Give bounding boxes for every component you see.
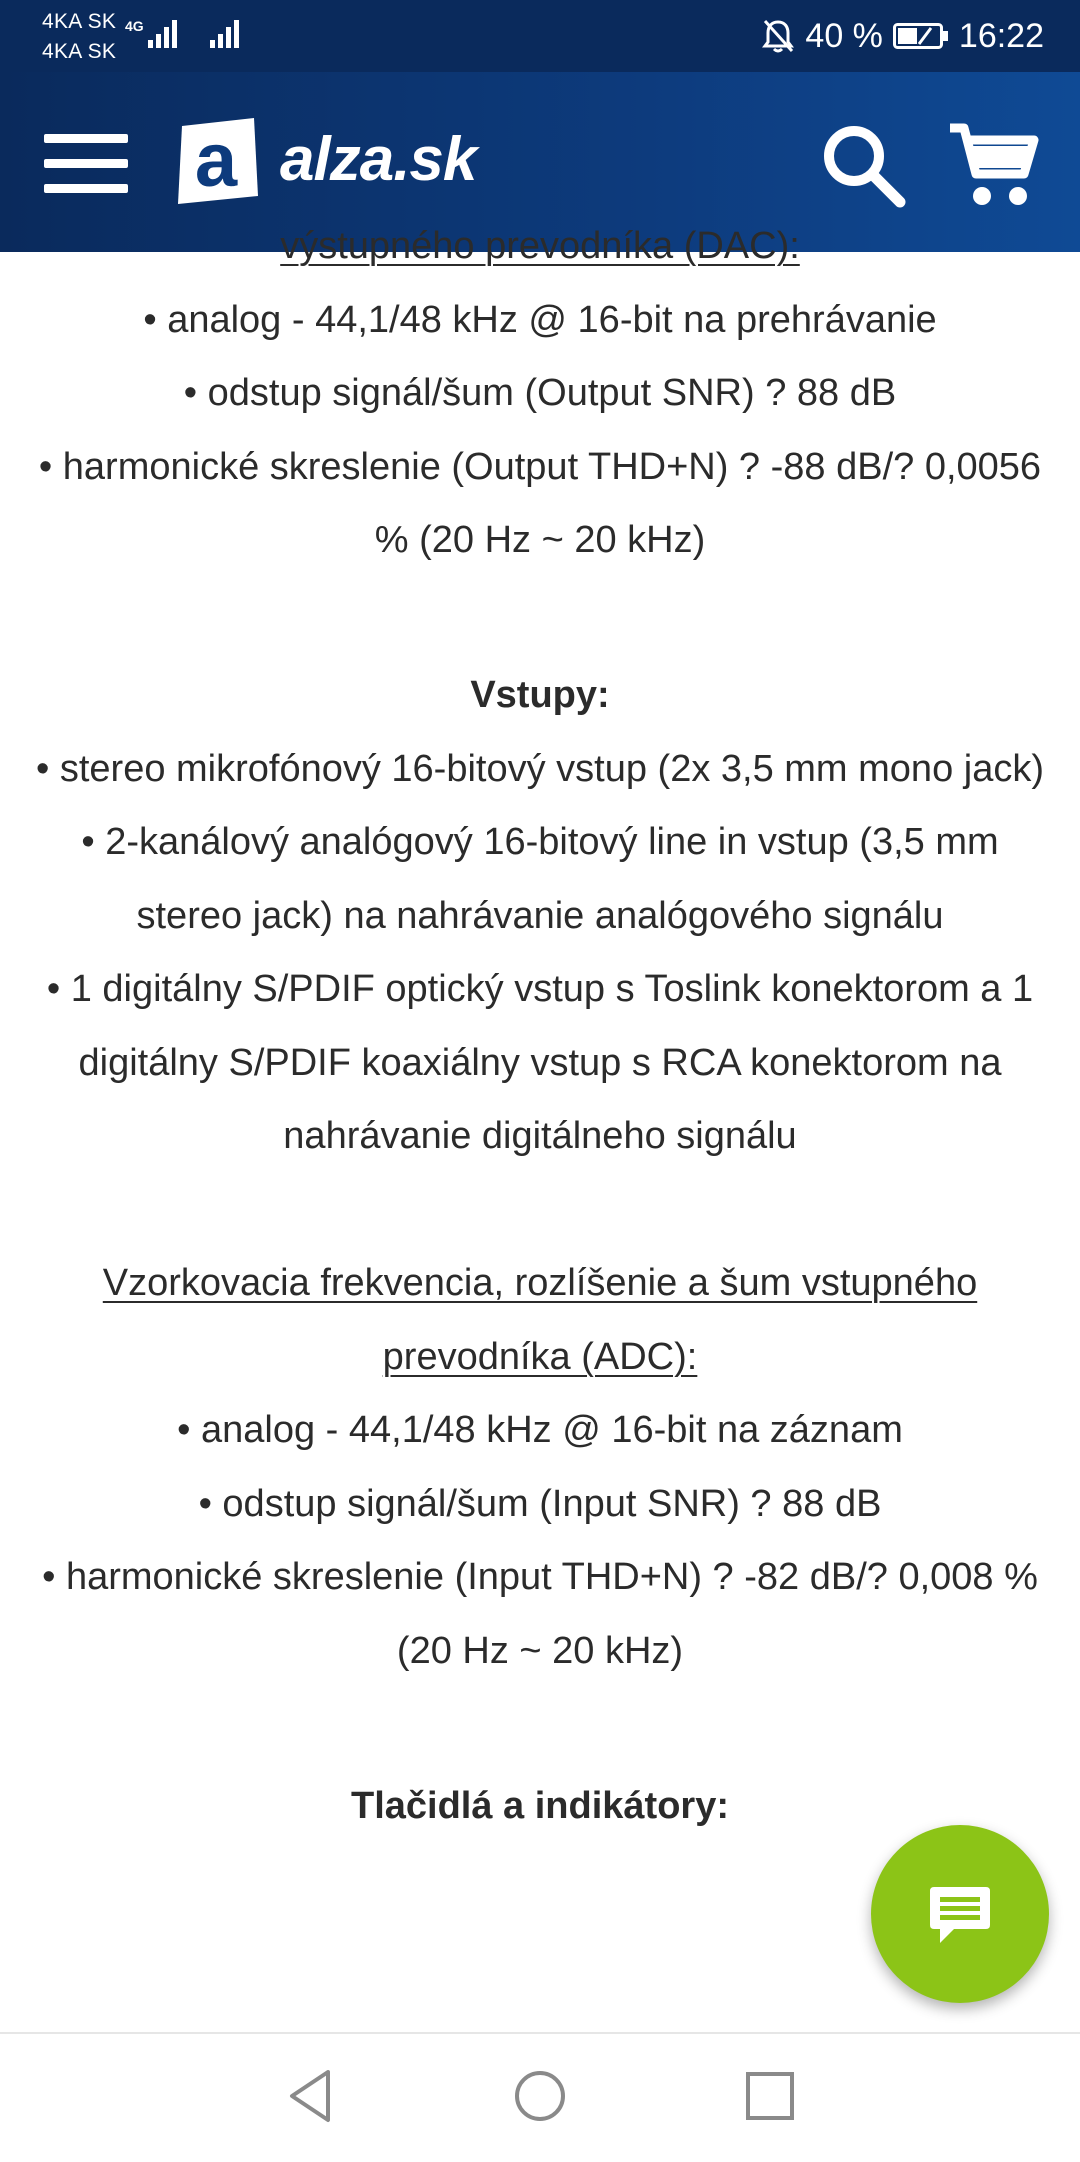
carrier-name-2: 4KA SK — [42, 40, 117, 63]
inputs-item: • 2-kanálový analógový 16-bitový line in vstup (3,5 mm stereo jack) na nahrávanie analógového signálu — [81, 821, 999, 937]
cart-icon[interactable] — [946, 116, 1040, 212]
recents-icon[interactable] — [744, 2068, 796, 2124]
adc-heading: Vzorkovacia frekvencia, rozlíšenie a šum vstupného prevodníka (ADC): — [102, 1262, 978, 1378]
adc-item: • harmonické skreslenie (Input THD+N) ? -82 dB/? 0,008 % (20 Hz ~ 20 kHz) — [42, 1556, 1038, 1672]
dac-item: • odstup signál/šum (Output SNR) ? 88 dB — [183, 372, 897, 414]
search-icon[interactable] — [818, 120, 908, 210]
hamburger-menu-icon[interactable] — [44, 134, 132, 194]
dac-item: • analog - 44,1/48 kHz @ 16-bit na prehrávanie — [143, 298, 937, 341]
system-nav-bar — [0, 2032, 1080, 2162]
adc-item: • odstup signál/šum (Input SNR) ? 88 dB — [198, 1482, 882, 1525]
battery-icon — [893, 23, 949, 49]
inputs-item: • 1 digitálny S/PDIF optický vstup s Toslink konektorom a 1 digitálny S/PDIF koaxiálny vstup s RCA konektorom na nahrávanie digitálneho signálu — [46, 968, 1034, 1157]
svg-text:a: a — [194, 118, 238, 203]
alza-logo-icon[interactable] — [172, 114, 262, 208]
chat-button[interactable] — [871, 1825, 1049, 2003]
status-right — [761, 0, 1044, 72]
status-bar — [0, 0, 1080, 72]
dac-item: • harmonické skreslenie (Output THD+N) ? -88 dB/? 0,0056 % (20 Hz ~ 20 kHz) — [38, 445, 1042, 561]
product-description — [0, 225, 1080, 2032]
logo-tld: .sk — [393, 125, 477, 194]
signal-icon — [148, 16, 184, 52]
chat-icon — [928, 1885, 992, 1945]
network-type: 4G — [125, 18, 144, 34]
clock: 16:22 — [958, 16, 1044, 55]
home-icon[interactable] — [512, 2068, 568, 2124]
buttons-heading: Tlačidlá a indikátory: — [351, 1784, 729, 1827]
signal-icon — [210, 16, 246, 52]
bell-off-icon — [761, 18, 795, 54]
back-icon[interactable] — [284, 2068, 336, 2124]
logo-name: alza — [280, 125, 394, 194]
battery-percent: 40 % — [805, 16, 883, 55]
dac-heading-tail: výstupného prevodníka (DAC): — [280, 225, 800, 267]
adc-item: • analog - 44,1/48 kHz @ 16-bit na záznam — [177, 1409, 903, 1451]
inputs-heading: Vstupy: — [470, 674, 610, 716]
carrier-name-1: 4KA SK — [42, 10, 117, 33]
logo-wordmark[interactable] — [280, 124, 476, 195]
inputs-item: • stereo mikrofónový 16-bitový vstup (2x 3,5 mm mono jack) — [35, 747, 1044, 790]
